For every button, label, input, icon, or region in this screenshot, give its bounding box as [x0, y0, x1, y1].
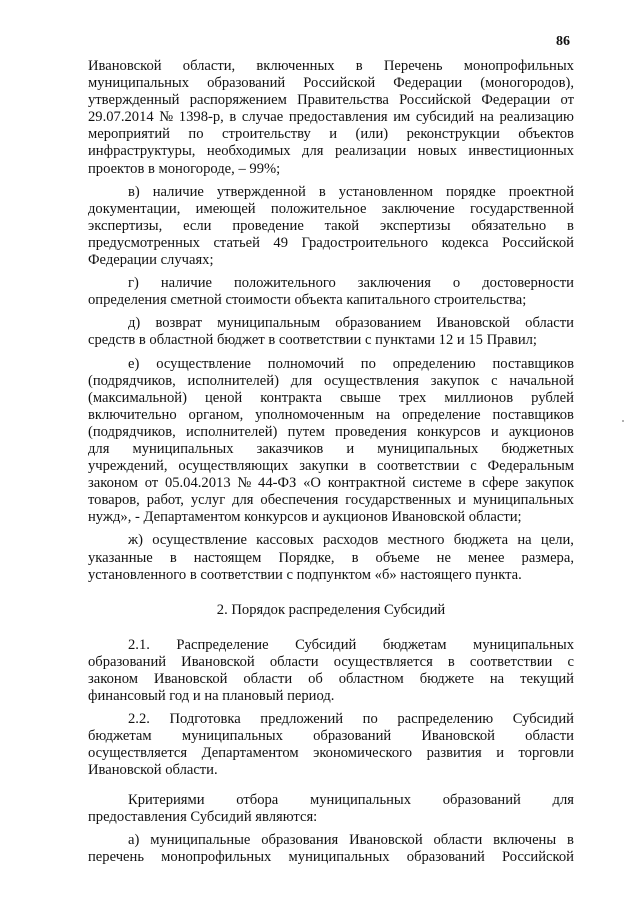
word: объектов	[518, 126, 574, 143]
word: 29.07.2014	[88, 109, 154, 126]
word: Ивановской	[88, 58, 162, 74]
text-line	[88, 728, 574, 745]
word: области	[243, 671, 293, 687]
word: необходимых	[206, 143, 291, 160]
paragraph-p-zh	[88, 532, 574, 583]
text-line	[88, 762, 574, 779]
word: возврат	[155, 315, 202, 332]
word: определению	[392, 355, 476, 372]
paragraph-p-intro	[88, 58, 574, 178]
word: обязательно	[471, 217, 547, 234]
word: инфраструктуры,	[88, 143, 196, 160]
word: муниципальных	[472, 636, 574, 653]
word: распределению	[397, 711, 494, 728]
word: с	[470, 458, 477, 475]
word: Федеральным	[487, 458, 574, 475]
word: по	[188, 126, 204, 143]
word: закупок	[525, 475, 574, 492]
word: для	[552, 791, 574, 808]
word: реализацию	[499, 109, 574, 126]
text-line	[88, 235, 574, 252]
word: осуществления	[323, 372, 419, 389]
word: г)	[128, 275, 139, 292]
line-text: Федерации случаях;	[88, 252, 214, 269]
word: бюджета	[453, 532, 509, 549]
word: расходов	[322, 532, 379, 549]
word: монопрофильных	[463, 58, 574, 74]
text-line	[88, 711, 574, 728]
word: Ивановской	[181, 653, 255, 670]
word: проведения	[335, 423, 407, 440]
word: (или)	[355, 126, 389, 143]
word: Критериями	[128, 791, 205, 808]
word: проектной	[508, 183, 574, 200]
line-text: определения сметной стоимости объекта капитального строительства;	[88, 292, 527, 309]
paragraph-p-crit	[88, 792, 574, 826]
text-line	[88, 218, 574, 235]
paragraph-p-v	[88, 184, 574, 269]
word: осуществляющих	[178, 458, 289, 475]
word: Перечень	[383, 58, 443, 74]
word: ж)	[128, 532, 143, 549]
text-line	[88, 475, 574, 492]
word: конкурсов	[417, 423, 481, 440]
line-text: установленного в соответствии с подпунктом «б» настоящего пункта.	[88, 566, 522, 583]
text-line	[88, 688, 574, 705]
spacer	[88, 619, 574, 637]
word: мероприятий	[88, 126, 170, 143]
paragraph-p-2-2	[88, 711, 574, 779]
word: №	[237, 475, 252, 492]
word: соответствии	[376, 458, 460, 475]
line-text: Ивановской области.	[88, 762, 218, 779]
word: с	[567, 653, 574, 670]
word: (подрядчиков,	[88, 423, 176, 440]
word: товаров,	[88, 492, 140, 509]
word: (подрядчиков,	[88, 372, 176, 389]
text-line	[88, 275, 574, 292]
word: рублей	[531, 389, 574, 406]
line-text: нужд», - Департаментом конкурсов и аукционов Ивановской области;	[88, 509, 522, 526]
word: Ивановской	[349, 831, 423, 848]
text-line	[88, 671, 574, 688]
word: положительного	[233, 275, 336, 292]
word: законом	[88, 671, 138, 687]
word: по	[360, 355, 376, 372]
word: Градостроительного	[301, 234, 429, 251]
text-line	[88, 390, 574, 407]
text-line	[88, 492, 574, 509]
word: на	[489, 671, 505, 687]
word: «О	[303, 475, 321, 492]
word: уполномоченным	[255, 406, 365, 423]
word: Субсидий	[295, 636, 357, 653]
word: предложений	[260, 711, 344, 728]
word: контрактной	[327, 475, 406, 492]
text-line	[88, 441, 574, 458]
word: наличие	[152, 183, 204, 200]
word: 44-ФЗ	[258, 475, 297, 492]
word: на	[376, 406, 391, 423]
text-line	[88, 109, 574, 126]
word: миллионов	[444, 389, 514, 406]
word: цели,	[540, 532, 574, 549]
word: в	[351, 549, 359, 566]
word: заключения	[357, 275, 431, 292]
word: имеющей	[195, 200, 256, 217]
word: муниципальных	[132, 440, 234, 457]
paragraph-p-a	[88, 832, 574, 866]
word: распоряжением	[189, 92, 287, 109]
text-line	[88, 126, 574, 143]
word: поставщиков	[492, 355, 574, 372]
word: текущий	[520, 671, 574, 687]
word: по	[362, 711, 378, 728]
word: в)	[128, 183, 140, 200]
word: в	[169, 549, 177, 566]
line-text: предоставления Субсидий являются:	[88, 808, 318, 825]
word: кодекса	[441, 234, 489, 251]
word: местного	[387, 532, 445, 549]
word: в	[567, 217, 574, 234]
word: Порядке,	[278, 549, 335, 566]
paragraph-p-e	[88, 356, 574, 527]
text-line	[88, 92, 574, 109]
word: муниципальных	[472, 492, 574, 509]
spacer	[88, 584, 574, 602]
word: области	[433, 831, 483, 848]
word: закупок	[430, 372, 480, 389]
word: трех	[398, 389, 427, 406]
word: в	[355, 58, 363, 74]
word: соответствии	[469, 653, 553, 670]
word: бюджете	[419, 671, 474, 687]
word: размера,	[521, 549, 574, 566]
word: Ивановской	[421, 728, 495, 745]
word: путем	[287, 423, 325, 440]
word: проведение	[232, 217, 304, 234]
word: осуществление	[152, 532, 247, 549]
word: учреждений,	[88, 458, 168, 475]
word: муниципальным	[217, 315, 321, 332]
word: органом,	[188, 406, 244, 423]
text-line	[88, 832, 574, 849]
word: с	[491, 372, 498, 389]
text-line	[88, 315, 574, 332]
word: заключение	[381, 200, 455, 217]
word: достоверности	[482, 275, 574, 292]
word: услуг	[190, 492, 226, 509]
section-heading-text: 2. Порядок распределения Субсидий	[216, 601, 446, 618]
word: бюджетных	[501, 440, 574, 457]
word: Субсидий	[512, 711, 574, 728]
word: Распределение	[176, 636, 269, 653]
word: объеме	[375, 549, 420, 566]
word: свыше	[339, 389, 381, 406]
word: государственных	[345, 492, 452, 509]
word: в	[359, 458, 367, 475]
text-line	[88, 424, 574, 441]
word: порядке	[445, 183, 496, 200]
text-line	[88, 292, 574, 309]
word: аукционов	[508, 423, 574, 440]
word: Российской	[502, 848, 574, 865]
text-line	[88, 637, 574, 654]
word: исполнителей)	[185, 423, 278, 440]
word: полномочий	[267, 355, 344, 372]
word: включительно	[88, 406, 177, 423]
word: муниципальных	[288, 848, 390, 865]
word: Ивановской	[153, 671, 228, 687]
word: отбора	[236, 791, 279, 808]
paragraph-p-2-1	[88, 637, 574, 705]
word: законом	[88, 475, 138, 492]
word: утвержденный	[88, 92, 180, 109]
word: обеспечения	[260, 492, 339, 509]
word: инвестиционных	[468, 143, 574, 160]
word: торговли	[518, 745, 574, 762]
word: строительству	[221, 126, 311, 143]
word: государственной	[469, 200, 574, 217]
word: образований	[406, 848, 485, 865]
word: для	[302, 143, 324, 160]
line-text: финансовый год и на плановый период.	[88, 688, 335, 705]
text-line	[88, 184, 574, 201]
spacer	[88, 780, 574, 792]
text-line	[88, 532, 574, 549]
word: поставщиков	[492, 406, 574, 423]
word: Российской	[502, 234, 574, 251]
text-line	[88, 252, 574, 269]
word: бюджетам	[88, 728, 152, 745]
word: реконструкции	[406, 126, 500, 143]
text-line	[88, 509, 574, 526]
page-number: 86	[556, 34, 570, 49]
word: и	[346, 440, 355, 457]
word: бюджетам	[382, 636, 447, 653]
word: Российской	[399, 92, 472, 109]
word: экспертизы	[379, 217, 451, 234]
word: образований	[207, 75, 286, 92]
word: в	[229, 109, 237, 126]
word: развития	[426, 745, 482, 762]
text-line	[88, 161, 574, 178]
text-line	[88, 58, 574, 75]
word: экспертизы,	[88, 217, 163, 234]
word: для	[232, 492, 254, 509]
text-line	[88, 849, 574, 866]
word: муниципальные	[150, 831, 251, 848]
word: об	[308, 671, 323, 687]
word: для	[88, 440, 110, 457]
word: реализации	[334, 143, 407, 160]
word: и	[496, 745, 504, 762]
text-line	[88, 143, 574, 160]
word: образований	[313, 728, 392, 745]
word: 2.2.	[128, 711, 150, 728]
word: (максимальной)	[88, 389, 187, 406]
word: определение	[402, 406, 481, 423]
word: в	[468, 475, 476, 492]
word: на	[479, 109, 494, 126]
word: наличие	[160, 275, 212, 292]
word: случае	[241, 109, 284, 126]
word: настоящем	[193, 549, 262, 566]
word: муниципальных	[309, 791, 412, 808]
word: образований	[442, 791, 521, 808]
word: в	[318, 183, 326, 200]
word: включены	[493, 831, 557, 848]
word: 05.04.2013	[164, 475, 231, 492]
word: включенных	[256, 58, 335, 74]
word: области	[525, 315, 574, 332]
word: указанные	[88, 549, 153, 566]
word: муниципальных	[88, 75, 190, 92]
word: (моногородов),	[480, 75, 574, 92]
word: №	[159, 109, 174, 126]
section-heading	[88, 602, 574, 619]
text-line	[88, 809, 574, 826]
text-line	[88, 201, 574, 218]
text-line	[88, 550, 574, 567]
text-line	[88, 373, 574, 390]
word: области	[525, 728, 574, 745]
word: перечень	[88, 848, 144, 865]
word: а)	[128, 831, 140, 848]
word: муниципальных	[377, 440, 479, 457]
word: области,	[182, 58, 236, 74]
word: новых	[417, 143, 457, 160]
word: Ивановской	[436, 315, 510, 332]
word: осуществляется	[333, 653, 433, 670]
word: Федерации	[481, 92, 551, 109]
word: для	[290, 372, 313, 389]
word: в	[567, 831, 574, 848]
word: Российской	[303, 75, 376, 92]
word: Федерации	[393, 75, 463, 92]
word: кассовых	[256, 532, 314, 549]
word: и	[329, 126, 338, 143]
word: 1398-р,	[178, 109, 224, 126]
text-line	[88, 567, 574, 584]
document-body	[88, 58, 574, 866]
text-line	[88, 332, 574, 349]
word: системе	[412, 475, 462, 492]
word: документации,	[88, 200, 181, 217]
line-text: проектов в моногороде, – 99%;	[88, 160, 281, 177]
word: е)	[128, 355, 140, 372]
word: образования	[261, 831, 339, 848]
word: образованием	[335, 315, 422, 332]
word: если	[183, 217, 212, 234]
paragraph-p-g	[88, 275, 574, 309]
word: на	[517, 532, 532, 549]
word: работ,	[146, 492, 184, 509]
word: монопрофильных	[161, 848, 272, 865]
word: положительное	[270, 200, 367, 217]
word: предусмотренных	[88, 234, 200, 251]
word: Департаментом	[201, 745, 299, 762]
word: такой	[324, 217, 360, 234]
word: образований	[88, 653, 167, 670]
word: предоставления	[288, 109, 388, 126]
word: 49	[273, 234, 288, 251]
word: заказчиков	[256, 440, 324, 457]
word: сфере	[482, 475, 519, 492]
word: контракта	[260, 389, 322, 406]
word: не	[436, 549, 451, 566]
text-line	[88, 792, 574, 809]
word: 2.1.	[128, 636, 150, 653]
text-line	[88, 654, 574, 671]
word: ценой	[204, 389, 243, 406]
text-line	[88, 745, 574, 762]
word: осуществляется	[88, 745, 188, 762]
word: закупки	[299, 458, 349, 475]
word: субсидий	[415, 109, 475, 126]
word: установленном	[338, 183, 433, 200]
word: исполнителей)	[187, 372, 279, 389]
word: статьей	[213, 234, 260, 251]
paragraph-p-d	[88, 315, 574, 349]
word: от	[560, 92, 574, 109]
word: в	[447, 653, 455, 670]
word: области	[269, 653, 319, 670]
word: от	[144, 475, 159, 492]
text-line	[88, 75, 574, 92]
word: областном	[338, 671, 404, 687]
word: о	[452, 275, 461, 292]
word: им	[393, 109, 411, 126]
text-line	[88, 407, 574, 424]
text-line	[88, 356, 574, 373]
word: Правительства	[297, 92, 389, 109]
word: и	[458, 492, 466, 509]
word: осуществление	[156, 355, 251, 372]
word: д)	[128, 315, 141, 332]
word: экономического	[313, 745, 413, 762]
text-line	[88, 458, 574, 475]
word: и	[490, 423, 499, 440]
word: муниципальных	[181, 728, 283, 745]
word: утвержденной	[216, 183, 306, 200]
scan-speck	[622, 420, 624, 422]
word: начальной	[509, 372, 574, 389]
word: менее	[468, 549, 505, 566]
line-text: средств в областной бюджет в соответствии с пунктами 12 и 15 Правил;	[88, 332, 537, 349]
word: Подготовка	[169, 711, 241, 728]
